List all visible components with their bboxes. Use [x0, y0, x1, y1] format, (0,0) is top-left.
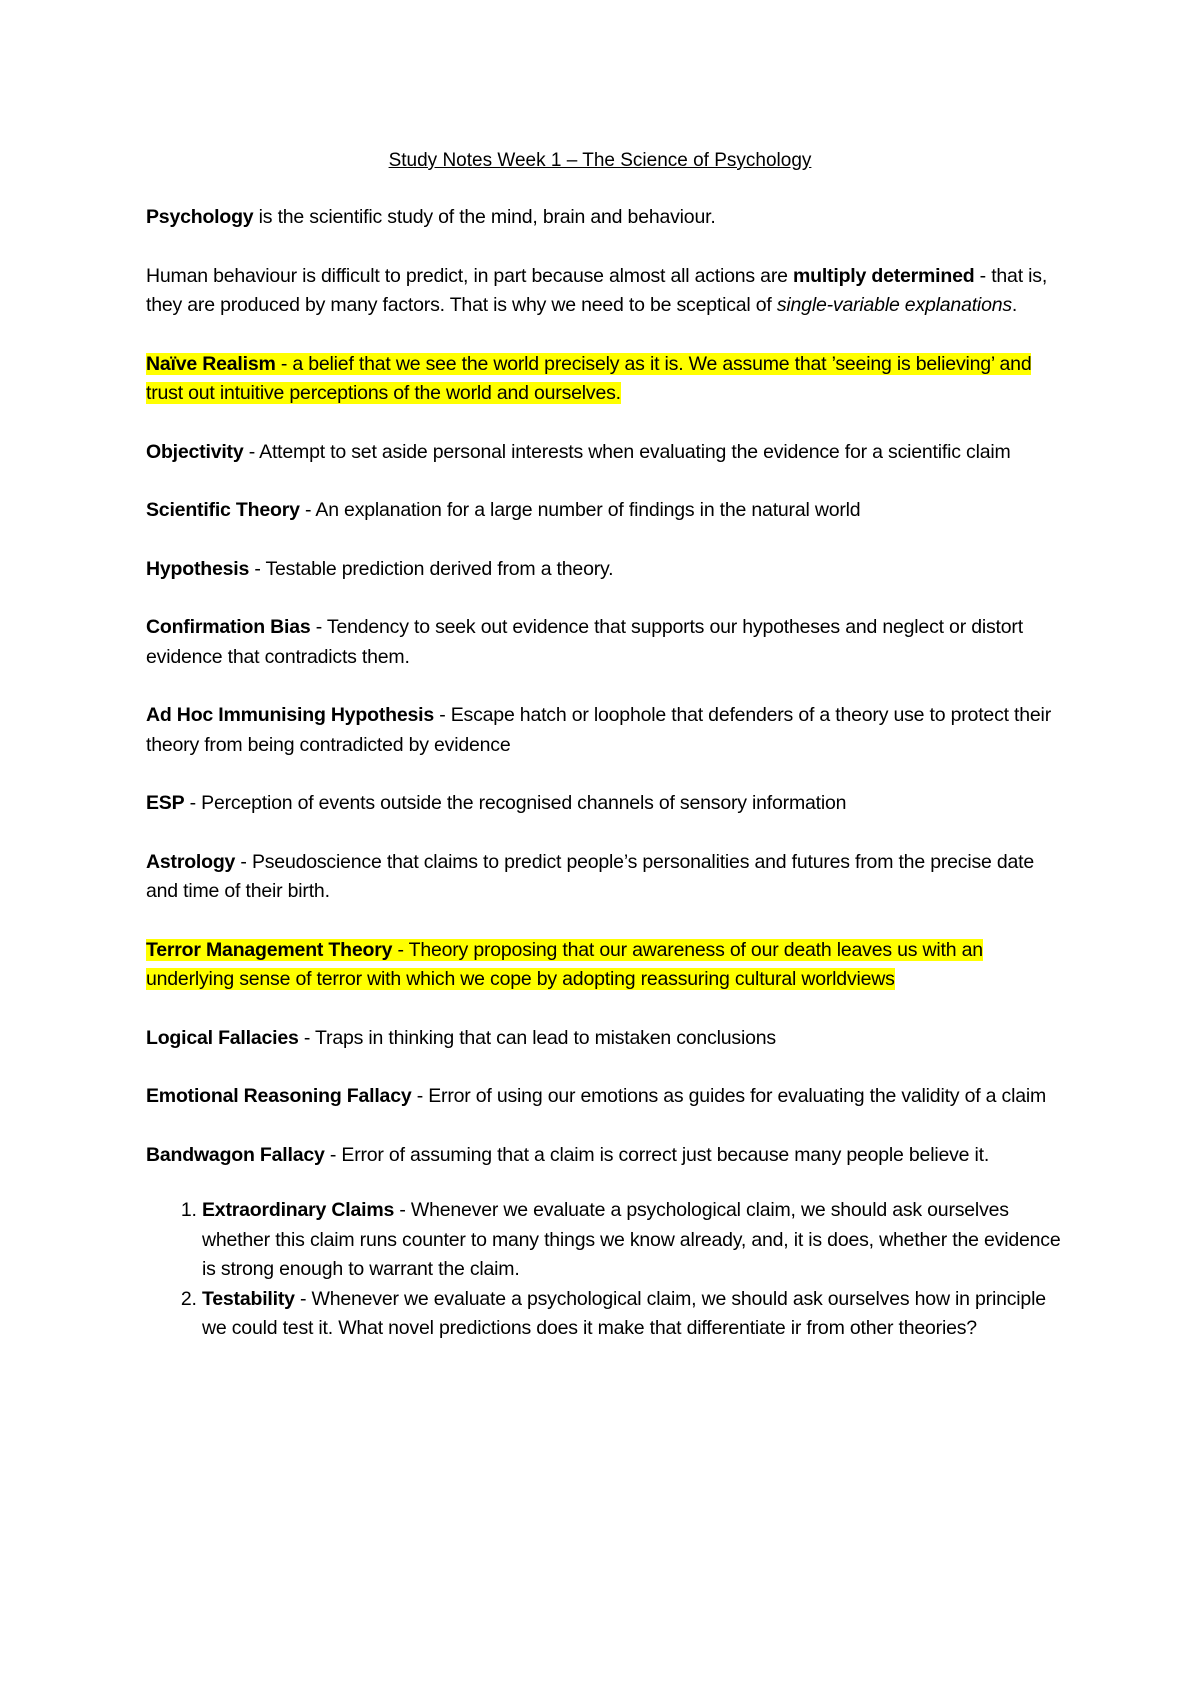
- definition-text: - Theory proposing that our awareness of our death leaves us with an underlying sense of terror with which we cope by adopting reassuring cultural worldviews: [146, 938, 983, 990]
- page-title: Study Notes Week 1 – The Science of Psychology: [388, 150, 812, 171]
- definition-bandwagon-fallacy: [146, 1141, 1070, 1171]
- definition-naive-realism: [146, 350, 1070, 409]
- definition-term: Hypothesis: [146, 557, 250, 580]
- definition-text: - Pseudoscience that claims to predict people’s personalities and futures from the precise date and time of their birth.: [146, 850, 1035, 902]
- definition-term: ESP: [146, 792, 185, 814]
- multiply-determined-paragraph: [146, 262, 1070, 321]
- list-item-extraordinary-claims: [202, 1196, 1070, 1285]
- definition-term: Emotional Reasoning Fallacy: [146, 1085, 412, 1107]
- definition-term: Naïve Realism: [146, 352, 276, 375]
- definition-logical-fallacies: [146, 1024, 1070, 1054]
- criteria-term: Testability: [202, 1287, 295, 1310]
- definition-text: - Testable prediction derived from a theory.: [249, 557, 614, 580]
- definition-ad-hoc-immunising-hypothesis: [146, 701, 1070, 760]
- definition-terror-management-theory: [146, 936, 1070, 995]
- definition-scientific-theory: [146, 496, 1070, 526]
- criteria-list: [146, 1196, 1070, 1344]
- definition-term: Objectivity: [146, 440, 244, 463]
- intro-text: is the scientific study of the mind, brain and behaviour.: [253, 206, 716, 228]
- definition-highlight: [146, 353, 1031, 405]
- definition-term: Logical Fallacies: [146, 1026, 299, 1049]
- definition-astrology: [146, 848, 1070, 907]
- definition-text: - Perception of events outside the recognised channels of sensory information: [184, 792, 847, 814]
- definition-text: - Error of using our emotions as guides for evaluating the validity of a claim: [411, 1085, 1047, 1107]
- criteria-term: Extraordinary Claims: [202, 1199, 395, 1221]
- definition-term: Confirmation Bias: [146, 616, 311, 638]
- multiply-post: .: [1011, 294, 1018, 316]
- definition-text: - An explanation for a large number of findings in the natural world: [299, 499, 861, 521]
- definition-emotional-reasoning-fallacy: [146, 1082, 1070, 1112]
- definition-term: Ad Hoc Immunising Hypothesis: [146, 704, 435, 726]
- definition-text: - Tendency to seek out evidence that supports our hypotheses and neglect or distort evidence that contradicts them.: [146, 616, 1023, 668]
- definition-objectivity: [146, 438, 1070, 468]
- list-item-testability: [202, 1285, 1070, 1344]
- definition-text: - a belief that we see the world precisely as it is. We assume that ’seeing is believing’ and trust out intuitive perceptions of the world and ourselves.: [146, 352, 1032, 404]
- definition-term: Terror Management Theory: [146, 938, 393, 961]
- multiply-pre: Human behaviour is difficult to predict, in part because almost all actions are: [146, 264, 793, 287]
- multiply-term: multiply determined: [792, 264, 975, 287]
- criteria-text: - Whenever we evaluate a psychological claim, we should ask ourselves whether this claim runs counter to many things we know already, and, it is does, whether the evidence is strong enough to warrant the claim.: [202, 1199, 1061, 1280]
- multiply-mid: - that is, they are produced by many factors. That is why we need to be sceptical of: [146, 264, 1048, 316]
- intro-term: Psychology: [146, 206, 254, 228]
- definition-esp: [146, 789, 1070, 819]
- intro-paragraph: [146, 203, 1070, 233]
- definition-text: - Traps in thinking that can lead to mistaken conclusions: [298, 1026, 776, 1049]
- definition-term: Astrology: [146, 850, 236, 873]
- definition-text: - Attempt to set aside personal interests when evaluating the evidence for a scientific claim: [243, 440, 1011, 463]
- definition-term: Scientific Theory: [146, 499, 300, 521]
- definition-term: Bandwagon Fallacy: [146, 1143, 325, 1166]
- definition-confirmation-bias: [146, 613, 1070, 672]
- definition-highlight: [146, 939, 983, 991]
- definition-text: - Error of assuming that a claim is correct just because many people believe it.: [324, 1143, 990, 1166]
- definition-hypothesis: [146, 555, 1070, 585]
- definition-text: - Escape hatch or loophole that defenders of a theory use to protect their theory from being contradicted by evidence: [146, 704, 1051, 756]
- multiply-emphasis: single-variable explanations: [776, 294, 1012, 316]
- criteria-text: - Whenever we evaluate a psychological claim, we should ask ourselves how in principle we could test it. What novel predictions does it make that differentiate ir from other theories?: [202, 1287, 1046, 1339]
